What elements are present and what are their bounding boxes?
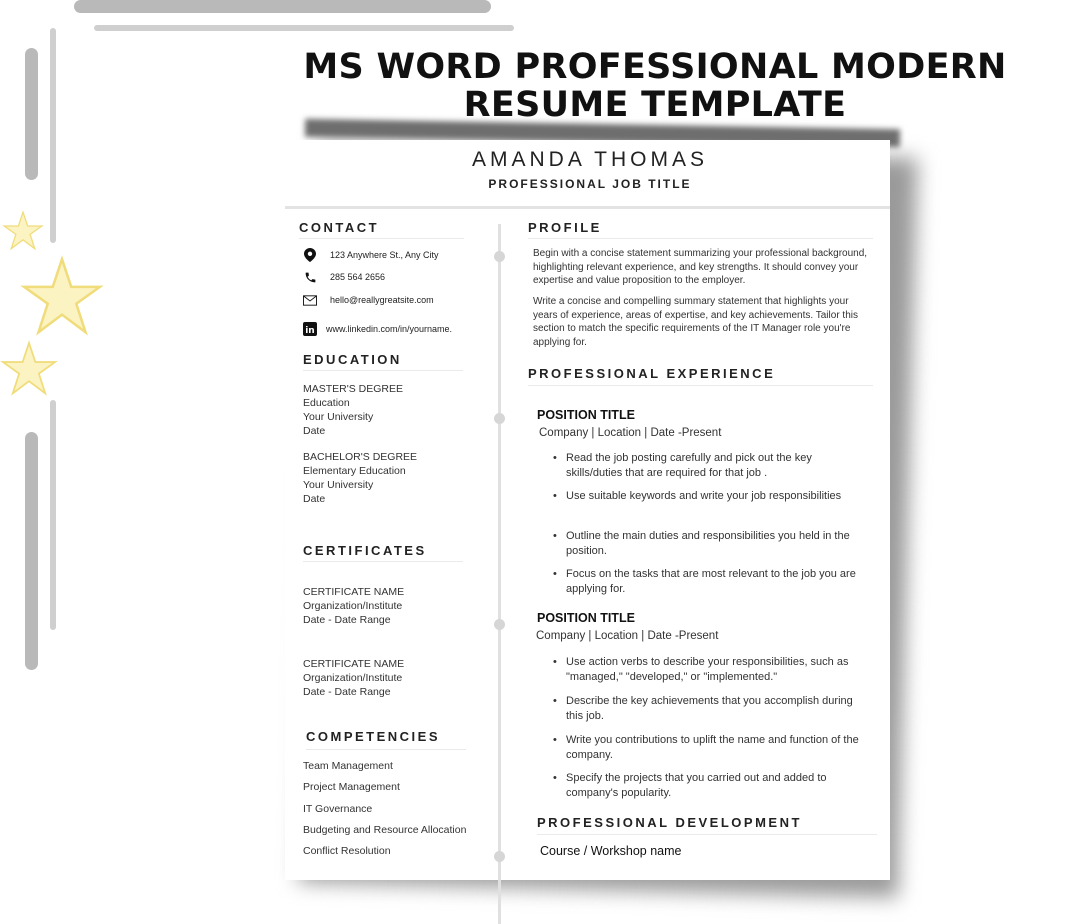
development-heading: PROFESSIONAL DEVELOPMENT (537, 815, 802, 830)
experience-heading: PROFESSIONAL EXPERIENCE (528, 366, 776, 381)
decorative-bar-left-1 (25, 48, 38, 180)
position-bullet: • Focus on the tasks that are most relevant to the job you are applying for. (553, 567, 866, 597)
position-bullet: • Use suitable keywords and write your job responsibilities (553, 489, 866, 504)
position-title: POSITION TITLE (537, 611, 635, 625)
banner-title-line2: RESUME TEMPLATE (463, 85, 847, 125)
position-bullet: • Write you contributions to uplift the name and function of the company. (553, 733, 866, 763)
education-entry (303, 450, 417, 506)
location-pin-icon (303, 248, 317, 262)
certificate-entry (303, 657, 404, 699)
decorative-bar-top-thin (94, 25, 514, 31)
position-bullet: • Read the job posting carefully and pick out the key skills/duties that are required for that job . (553, 451, 866, 481)
contact-phone-text: 285 564 2656 (330, 272, 386, 282)
certificate-org: Organization/Institute (303, 600, 403, 612)
contact-rule (299, 238, 464, 239)
banner-title-line1: MS WORD PROFESSIONAL MODERN (303, 47, 1007, 87)
certificate-date: Date - Date Range (303, 686, 391, 698)
contact-heading: CONTACT (299, 220, 380, 235)
decorative-bar-left-2 (50, 28, 56, 243)
position-bullet: • Describe the key achievements that you accomplish during this job. (553, 694, 866, 724)
certificates-heading: CERTIFICATES (303, 543, 427, 558)
competency-item: Budgeting and Resource Allocation (303, 824, 467, 836)
position-bullet: • Use action verbs to describe your responsibilities, such as "managed," "developed," or "implemented." (553, 655, 866, 685)
certificate-org: Organization/Institute (303, 672, 403, 684)
competencies-rule (306, 749, 466, 750)
profile-rule (528, 238, 873, 239)
phone-icon (303, 270, 317, 284)
resume-page (285, 140, 890, 880)
education-school: Your University (303, 411, 374, 423)
svg-text:in: in (305, 326, 315, 336)
linkedin-icon (303, 322, 317, 336)
contact-address (303, 248, 439, 262)
contact-linkedin-text[interactable]: www.linkedin.com/in/yourname. (326, 324, 453, 334)
education-rule (303, 370, 463, 371)
certificate-name: CERTIFICATE NAME (303, 586, 405, 598)
banner-title (300, 48, 1010, 124)
competencies-heading: COMPETENCIES (306, 729, 441, 744)
decorative-bar-left-3 (50, 400, 56, 630)
contact-email (303, 293, 434, 307)
education-date: Date (303, 425, 326, 437)
position-meta: Company | Location | Date -Present (539, 427, 722, 439)
education-heading: EDUCATION (303, 352, 402, 367)
education-date: Date (303, 493, 326, 505)
contact-email-text[interactable]: hello@reallygreatsite.com (330, 295, 434, 305)
decorative-bar-left-4 (25, 432, 38, 670)
resume-name: AMANDA THOMAS (472, 148, 708, 171)
certificate-date: Date - Date Range (303, 614, 391, 626)
star-icon (20, 255, 104, 339)
timeline-dot (494, 413, 505, 424)
development-rule (537, 834, 877, 835)
competency-item: Team Management (303, 760, 393, 772)
education-field: Education (303, 397, 350, 409)
education-entry (303, 382, 403, 438)
decorative-bar-top (74, 0, 491, 13)
position-bullet: • Specify the projects that you carried out and added to company's popularity. (553, 771, 866, 801)
timeline-dot (494, 851, 505, 862)
competency-item: IT Governance (303, 803, 373, 815)
position-meta: Company | Location | Date -Present (536, 630, 719, 642)
development-course: Course / Workshop name (540, 844, 682, 858)
header-divider (285, 206, 890, 209)
contact-address-text: 123 Anywhere St., Any City (330, 250, 439, 260)
profile-paragraph-1: Begin with a concise statement summarizing your professional background, highlighting relevant experience, and key strengths. It should convey your expertise and value proposition to the employer. (533, 248, 868, 287)
star-icon (0, 340, 58, 398)
certificate-name: CERTIFICATE NAME (303, 658, 405, 670)
certificates-rule (303, 561, 463, 562)
email-icon (303, 293, 317, 307)
education-field: Elementary Education (303, 465, 406, 477)
star-icon (2, 210, 44, 252)
profile-heading: PROFILE (528, 220, 602, 235)
competency-item: Project Management (303, 781, 400, 793)
timeline-dot (494, 251, 505, 262)
position-title: POSITION TITLE (537, 408, 635, 422)
profile-paragraph-2: Write a concise and compelling summary statement that highlights your years of experience, areas of expertise, and key achievements. Tailor this section to match the specific requirements of the IT Manager role you're applying for. (533, 296, 858, 348)
certificate-entry (303, 585, 404, 627)
timeline-dot (494, 619, 505, 630)
position-bullet: • Outline the main duties and responsibilities you held in the position. (553, 529, 866, 559)
competency-item: Conflict Resolution (303, 845, 391, 857)
education-degree: MASTER'S DEGREE (303, 383, 404, 395)
timeline-line (498, 224, 501, 924)
contact-phone (303, 270, 385, 284)
contact-linkedin (303, 322, 452, 336)
experience-rule (528, 385, 873, 386)
resume-job-title: PROFESSIONAL JOB TITLE (488, 177, 692, 191)
education-school: Your University (303, 479, 374, 491)
education-degree: BACHELOR'S DEGREE (303, 451, 418, 463)
